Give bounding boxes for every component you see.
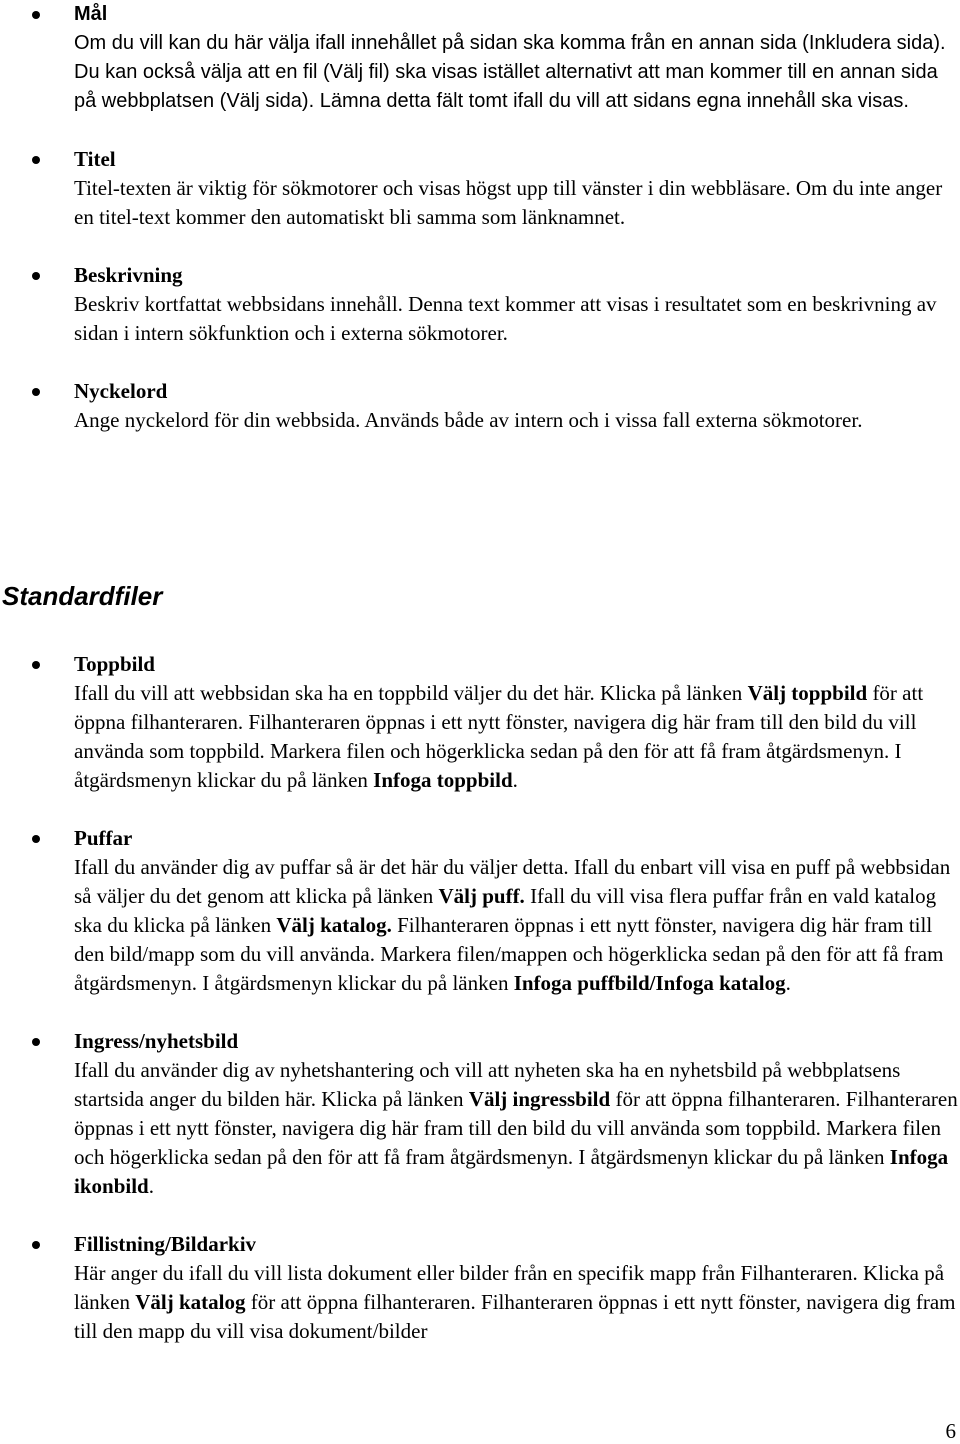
link-reference: Infoga puffbild/Infoga katalog	[513, 971, 786, 995]
item-body	[74, 1056, 960, 1201]
item-title: Fillistning/Bildarkiv	[74, 1232, 257, 1256]
link-reference: Välj ingressbild	[468, 1087, 611, 1111]
item-title: Ingress/nyhetsbild	[74, 1029, 239, 1053]
bullet-icon	[32, 835, 40, 843]
body-text: Filhanteraren öppnas i ett nytt fönster, navigera dig här fram till den bild/mapp som du vill använda. Markera filen/mappen och högerklicka sedan på den för att få fram åtgärdsmenyn. I åtgärdsmenyn klickar du på länken	[74, 913, 944, 995]
item-title: Titel	[74, 147, 116, 171]
list-item	[0, 650, 960, 795]
page-number: 6	[945, 1419, 956, 1443]
item-body: Titel-texten är viktig för sökmotorer och visas högst upp till vänster i din webbläsare. Om du inte anger en titel-text kommer den automatiskt bli samma som länknamnet.	[74, 176, 943, 229]
item-body: Beskriv kortfattat webbsidans innehåll. Denna text kommer att visas i resultatet som en beskrivning av sidan i intern sökfunktion och i externa sökmotorer.	[74, 292, 937, 345]
body-text: för att öppna filhanteraren. Filhanteraren öppnas i ett nytt fönster, navigera dig här fram till den bild du vill använda som toppbild. Markera filen och högerklicka sedan på den för att få fram åtgärdsmenyn. I åtgärdsmenyn klickar du på länken	[74, 681, 924, 792]
body-text: Ifall du använder dig av nyhetshantering och vill att nyheten ska ha en nyhetsbild på webbplatsens startsida anger du bilden här. Klicka på länken	[74, 1058, 901, 1111]
list-item	[0, 0, 960, 116]
link-reference: Infoga toppbild	[373, 768, 513, 792]
item-body: Om du vill kan du här välja ifall innehållet på sidan ska komma från en annan sida (Inkludera sida). Du kan också välja att en fil (Välj fil) ska visas istället alternativt att man kommer till en annan sida på webbplatsen (Välj sida). Lämna detta fält tomt ifall du vill att sidans egna innehåll ska visas.	[74, 32, 946, 112]
body-text: för att öppna filhanteraren. Filhanteraren öppnas i ett nytt fönster, navigera dig här fram till den bild du vill använda som toppbild. Markera filen och högerklicka sedan på den för att få fram åtgärdsmenyn. I åtgärdsmenyn klickar du på länken	[74, 1087, 958, 1169]
bullet-icon	[32, 1241, 40, 1249]
bullet-icon	[32, 156, 40, 164]
link-reference: Välj toppbild	[747, 681, 868, 705]
item-body: Ange nyckelord för din webbsida. Används både av intern och i vissa fall externa sökmotorer.	[74, 408, 863, 432]
bullet-icon	[32, 388, 40, 396]
item-body	[74, 679, 960, 795]
list-item	[0, 377, 960, 435]
body-text: .	[512, 768, 518, 792]
bullet-icon	[32, 11, 40, 19]
link-reference: Välj puff.	[438, 884, 525, 908]
item-title: Puffar	[74, 826, 133, 850]
body-text: .	[148, 1174, 154, 1198]
item-body	[74, 853, 960, 998]
body-text: .	[785, 971, 791, 995]
link-reference: Välj katalog	[135, 1290, 246, 1314]
bullet-icon	[32, 661, 40, 669]
item-title: Beskrivning	[74, 263, 183, 287]
list-item	[0, 824, 960, 998]
item-title: Mål	[74, 3, 108, 25]
body-text: för att öppna filhanteraren. Filhanteraren öppnas i ett nytt fönster, navigera dig fram till den mapp du vill visa dokument/bilder	[74, 1290, 956, 1343]
list-item	[0, 145, 960, 232]
link-reference: Infoga ikonbild	[74, 1145, 949, 1198]
bullet-icon	[32, 272, 40, 280]
standard-files-list	[0, 650, 960, 1346]
item-title: Nyckelord	[74, 379, 168, 403]
bullet-icon	[32, 1038, 40, 1046]
body-text: Ifall du använder dig av puffar så är det här du väljer detta. Ifall du enbart vill visa en puff på webbsidan så väljer du det genom att klicka på länken	[74, 855, 951, 908]
section-heading: Standardfiler	[2, 581, 163, 611]
list-item	[0, 1230, 960, 1346]
item-body	[74, 1259, 960, 1346]
item-title: Toppbild	[74, 652, 155, 676]
link-reference: Välj katalog.	[276, 913, 392, 937]
list-item	[0, 261, 960, 348]
body-text: Ifall du vill att webbsidan ska ha en toppbild väljer du det här. Klicka på länken	[74, 681, 748, 705]
page-settings-list	[0, 0, 960, 435]
list-item	[0, 1027, 960, 1201]
body-text: Ifall du vill visa flera puffar från en vald katalog ska du klicka på länken	[74, 884, 937, 937]
body-text: Här anger du ifall du vill lista dokument eller bilder från en specifik mapp från Filhanteraren. Klicka på länken	[74, 1261, 945, 1314]
